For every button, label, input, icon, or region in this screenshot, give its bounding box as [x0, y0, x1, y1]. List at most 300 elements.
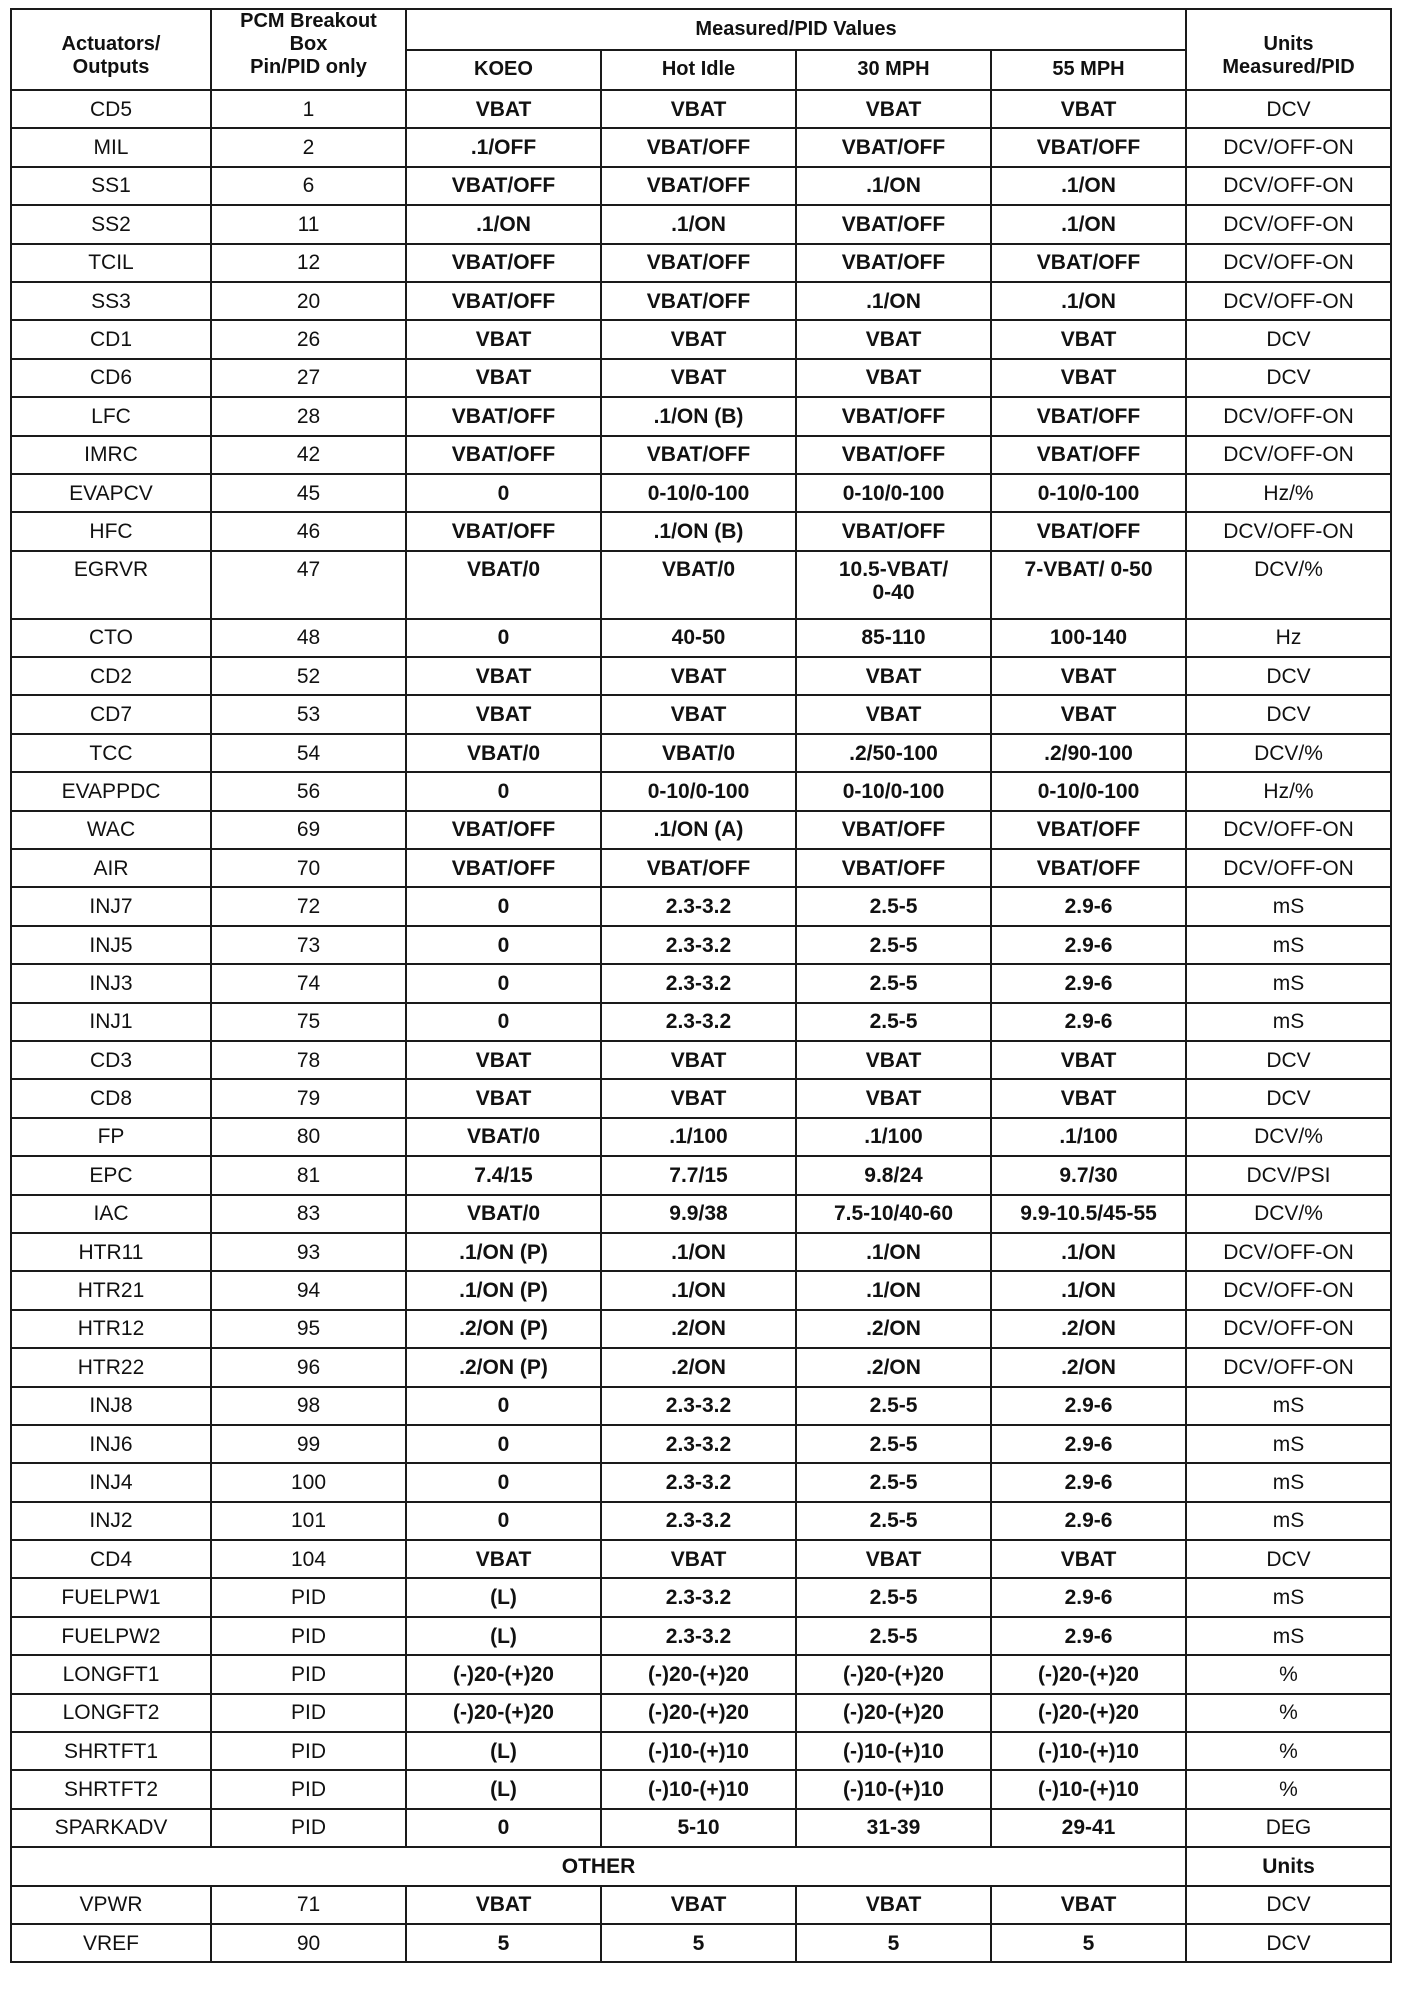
cell-koeo: 0: [406, 619, 601, 657]
cell-pin: 93: [211, 1233, 406, 1271]
cell-units: DCV: [1186, 1041, 1391, 1079]
table-row: [11, 926, 1391, 964]
cell-pin: 99: [211, 1425, 406, 1463]
cell-actuator: HTR12: [11, 1310, 211, 1348]
table-row: [11, 90, 1391, 128]
cell-pin: 47: [211, 551, 406, 619]
cell-pin: PID: [211, 1617, 406, 1655]
cell-hot-idle: 2.3-3.2: [601, 887, 796, 925]
cell-55mph: VBAT: [991, 1540, 1186, 1578]
cell-actuator: SHRTFT1: [11, 1732, 211, 1770]
cell-hot-idle: VBAT: [601, 359, 796, 397]
cell-koeo: .1/OFF: [406, 128, 601, 166]
table-row: [11, 1502, 1391, 1540]
cell-hot-idle: 0-10/0-100: [601, 772, 796, 810]
cell-koeo: 7.4/15: [406, 1156, 601, 1194]
cell-units: DCV: [1186, 1886, 1391, 1924]
table-row: [11, 1195, 1391, 1233]
table-row: [11, 657, 1391, 695]
cell-55mph: 2.9-6: [991, 964, 1186, 1002]
table-row: [11, 1271, 1391, 1309]
cell-55mph: 2.9-6: [991, 1425, 1186, 1463]
cell-55mph: (-)20-(+)20: [991, 1694, 1186, 1732]
cell-55mph: .2/ON: [991, 1348, 1186, 1386]
cell-actuator: SHRTFT2: [11, 1770, 211, 1808]
table-row: [11, 512, 1391, 550]
cell-30mph: .2/ON: [796, 1348, 991, 1386]
table-row: [11, 244, 1391, 282]
cell-hot-idle: 2.3-3.2: [601, 1617, 796, 1655]
cell-units: DCV/%: [1186, 1195, 1391, 1233]
cell-30mph: VBAT/OFF: [796, 397, 991, 435]
cell-units: mS: [1186, 1502, 1391, 1540]
table-row: [11, 397, 1391, 435]
cell-units: DEG: [1186, 1809, 1391, 1847]
cell-koeo: VBAT: [406, 320, 601, 358]
cell-55mph: 2.9-6: [991, 1387, 1186, 1425]
table-row: [11, 1348, 1391, 1386]
cell-pin: 45: [211, 474, 406, 512]
cell-koeo: VBAT/0: [406, 1195, 601, 1233]
cell-30mph: VBAT/OFF: [796, 205, 991, 243]
table-row: [11, 1118, 1391, 1156]
cell-units: %: [1186, 1655, 1391, 1693]
table-row: [11, 734, 1391, 772]
cell-koeo: VBAT/OFF: [406, 849, 601, 887]
header-measured-group: Measured/PID Values: [406, 9, 1186, 50]
cell-actuator: HTR11: [11, 1233, 211, 1271]
cell-actuator: CD6: [11, 359, 211, 397]
cell-actuator: EVAPPDC: [11, 772, 211, 810]
cell-koeo: .1/ON: [406, 205, 601, 243]
cell-30mph: 7.5-10/40-60: [796, 1195, 991, 1233]
cell-units: DCV: [1186, 1924, 1391, 1962]
cell-units: DCV: [1186, 695, 1391, 733]
cell-30mph: VBAT: [796, 1540, 991, 1578]
spec-table-page: [10, 8, 1392, 1963]
cell-55mph: VBAT: [991, 1886, 1186, 1924]
cell-pin: 28: [211, 397, 406, 435]
cell-55mph: 2.9-6: [991, 1578, 1186, 1616]
cell-hot-idle: VBAT: [601, 1540, 796, 1578]
cell-55mph: 2.9-6: [991, 1463, 1186, 1501]
cell-units: DCV/OFF-ON: [1186, 811, 1391, 849]
cell-units: DCV/OFF-ON: [1186, 244, 1391, 282]
cell-koeo: .1/ON (P): [406, 1271, 601, 1309]
cell-actuator: INJ2: [11, 1502, 211, 1540]
cell-30mph: (-)20-(+)20: [796, 1655, 991, 1693]
cell-units: mS: [1186, 1425, 1391, 1463]
cell-units: DCV: [1186, 359, 1391, 397]
cell-actuator: VREF: [11, 1924, 211, 1962]
cell-pin: 83: [211, 1195, 406, 1233]
table-row: [11, 1463, 1391, 1501]
cell-pin: 11: [211, 205, 406, 243]
cell-30mph: .1/ON: [796, 167, 991, 205]
cell-units: mS: [1186, 926, 1391, 964]
cell-hot-idle: .1/ON (A): [601, 811, 796, 849]
cell-units: Hz/%: [1186, 474, 1391, 512]
cell-55mph: 5: [991, 1924, 1186, 1962]
cell-koeo: .1/ON (P): [406, 1233, 601, 1271]
table-row: [11, 1770, 1391, 1808]
cell-actuator: CD5: [11, 90, 211, 128]
cell-koeo: VBAT/0: [406, 1118, 601, 1156]
cell-30mph: VBAT/OFF: [796, 811, 991, 849]
table-row: [11, 1617, 1391, 1655]
cell-hot-idle: VBAT/OFF: [601, 282, 796, 320]
cell-hot-idle: VBAT/OFF: [601, 849, 796, 887]
cell-30mph: 10.5-VBAT/ 0-40: [796, 551, 991, 619]
cell-actuator: INJ7: [11, 887, 211, 925]
cell-actuator: TCIL: [11, 244, 211, 282]
cell-hot-idle: VBAT: [601, 1886, 796, 1924]
cell-pin: PID: [211, 1694, 406, 1732]
cell-pin: 71: [211, 1886, 406, 1924]
cell-koeo: (L): [406, 1578, 601, 1616]
cell-55mph: VBAT/OFF: [991, 397, 1186, 435]
cell-pin: 69: [211, 811, 406, 849]
cell-hot-idle: (-)20-(+)20: [601, 1694, 796, 1732]
table-row: [11, 436, 1391, 474]
table-row: [11, 1732, 1391, 1770]
cell-30mph: VBAT/OFF: [796, 849, 991, 887]
cell-30mph: VBAT/OFF: [796, 436, 991, 474]
cell-units: mS: [1186, 964, 1391, 1002]
cell-pin: 101: [211, 1502, 406, 1540]
cell-actuator: SS2: [11, 205, 211, 243]
cell-hot-idle: 2.3-3.2: [601, 1425, 796, 1463]
table-row: [11, 887, 1391, 925]
cell-actuator: LONGFT1: [11, 1655, 211, 1693]
cell-55mph: 2.9-6: [991, 1617, 1186, 1655]
cell-pin: 26: [211, 320, 406, 358]
cell-actuator: LFC: [11, 397, 211, 435]
cell-55mph: 0-10/0-100: [991, 772, 1186, 810]
cell-30mph: 5: [796, 1924, 991, 1962]
cell-30mph: VBAT: [796, 1079, 991, 1117]
cell-actuator: FUELPW1: [11, 1578, 211, 1616]
cell-koeo: (L): [406, 1732, 601, 1770]
cell-hot-idle: (-)20-(+)20: [601, 1655, 796, 1693]
table-row: [11, 474, 1391, 512]
cell-55mph: 0-10/0-100: [991, 474, 1186, 512]
cell-koeo: 0: [406, 964, 601, 1002]
table-row: [11, 167, 1391, 205]
cell-hot-idle: 0-10/0-100: [601, 474, 796, 512]
cell-actuator: INJ6: [11, 1425, 211, 1463]
cell-units: mS: [1186, 1003, 1391, 1041]
cell-pin: 75: [211, 1003, 406, 1041]
table-row: [11, 359, 1391, 397]
cell-55mph: VBAT/OFF: [991, 436, 1186, 474]
cell-pin: 104: [211, 1540, 406, 1578]
cell-pin: 81: [211, 1156, 406, 1194]
table-row: [11, 1156, 1391, 1194]
cell-hot-idle: 5: [601, 1924, 796, 1962]
cell-pin: PID: [211, 1578, 406, 1616]
cell-koeo: (L): [406, 1617, 601, 1655]
cell-pin: 90: [211, 1924, 406, 1962]
cell-30mph: 2.5-5: [796, 1425, 991, 1463]
cell-55mph: .1/ON: [991, 282, 1186, 320]
cell-pin: 53: [211, 695, 406, 733]
table-row: [11, 1886, 1391, 1924]
table-row: [11, 320, 1391, 358]
cell-koeo: VBAT: [406, 90, 601, 128]
cell-actuator: IAC: [11, 1195, 211, 1233]
cell-units: DCV: [1186, 657, 1391, 695]
cell-actuator: HTR21: [11, 1271, 211, 1309]
cell-55mph: (-)10-(+)10: [991, 1770, 1186, 1808]
table-row: [11, 1310, 1391, 1348]
cell-55mph: VBAT: [991, 320, 1186, 358]
cell-30mph: 0-10/0-100: [796, 772, 991, 810]
cell-hot-idle: 40-50: [601, 619, 796, 657]
pcm-values-table: [10, 8, 1392, 1963]
table-row: [11, 964, 1391, 1002]
cell-units: DCV/OFF-ON: [1186, 397, 1391, 435]
cell-pin: PID: [211, 1732, 406, 1770]
cell-units: DCV/OFF-ON: [1186, 436, 1391, 474]
cell-koeo: VBAT/OFF: [406, 811, 601, 849]
header-hot-idle: Hot Idle: [601, 50, 796, 91]
cell-pin: 1: [211, 90, 406, 128]
cell-pin: 56: [211, 772, 406, 810]
cell-koeo: VBAT/0: [406, 734, 601, 772]
cell-hot-idle: 9.9/38: [601, 1195, 796, 1233]
cell-55mph: VBAT: [991, 657, 1186, 695]
section-label-other: OTHER: [11, 1847, 1186, 1885]
cell-units: DCV/OFF-ON: [1186, 1233, 1391, 1271]
table-row: [11, 1041, 1391, 1079]
cell-pin: 27: [211, 359, 406, 397]
cell-pin: 74: [211, 964, 406, 1002]
cell-hot-idle: 5-10: [601, 1809, 796, 1847]
cell-actuator: IMRC: [11, 436, 211, 474]
cell-hot-idle: .1/ON (B): [601, 397, 796, 435]
cell-units: DCV/%: [1186, 734, 1391, 772]
cell-hot-idle: VBAT/OFF: [601, 167, 796, 205]
cell-units: DCV/OFF-ON: [1186, 1310, 1391, 1348]
cell-55mph: VBAT: [991, 1041, 1186, 1079]
cell-units: DCV/OFF-ON: [1186, 128, 1391, 166]
cell-hot-idle: (-)10-(+)10: [601, 1732, 796, 1770]
cell-units: DCV: [1186, 1079, 1391, 1117]
cell-55mph: VBAT/OFF: [991, 244, 1186, 282]
table-row: [11, 849, 1391, 887]
cell-hot-idle: 2.3-3.2: [601, 1003, 796, 1041]
cell-55mph: VBAT/OFF: [991, 849, 1186, 887]
cell-koeo: (L): [406, 1770, 601, 1808]
cell-30mph: VBAT: [796, 90, 991, 128]
header-units: Units Measured/PID: [1186, 9, 1391, 90]
cell-55mph: VBAT/OFF: [991, 128, 1186, 166]
cell-pin: 100: [211, 1463, 406, 1501]
cell-units: mS: [1186, 887, 1391, 925]
cell-hot-idle: 7.7/15: [601, 1156, 796, 1194]
cell-pin: 42: [211, 436, 406, 474]
cell-30mph: VBAT: [796, 657, 991, 695]
cell-pin: PID: [211, 1770, 406, 1808]
cell-units: DCV/OFF-ON: [1186, 167, 1391, 205]
cell-hot-idle: 2.3-3.2: [601, 964, 796, 1002]
cell-actuator: MIL: [11, 128, 211, 166]
cell-units: DCV: [1186, 320, 1391, 358]
cell-koeo: VBAT/OFF: [406, 282, 601, 320]
cell-koeo: 0: [406, 474, 601, 512]
cell-units: mS: [1186, 1463, 1391, 1501]
cell-koeo: 0: [406, 926, 601, 964]
cell-hot-idle: .1/100: [601, 1118, 796, 1156]
cell-units: DCV: [1186, 1540, 1391, 1578]
cell-30mph: VBAT: [796, 695, 991, 733]
cell-pin: 98: [211, 1387, 406, 1425]
header-koeo: KOEO: [406, 50, 601, 91]
cell-55mph: 2.9-6: [991, 1502, 1186, 1540]
table-row: [11, 1655, 1391, 1693]
cell-koeo: VBAT/0: [406, 551, 601, 619]
table-row: [11, 619, 1391, 657]
cell-30mph: (-)10-(+)10: [796, 1770, 991, 1808]
cell-30mph: 2.5-5: [796, 964, 991, 1002]
table-row: [11, 551, 1391, 619]
table-row: [11, 282, 1391, 320]
cell-actuator: CD2: [11, 657, 211, 695]
cell-hot-idle: VBAT/OFF: [601, 244, 796, 282]
cell-55mph: VBAT: [991, 695, 1186, 733]
cell-hot-idle: VBAT/OFF: [601, 436, 796, 474]
cell-55mph: 2.9-6: [991, 887, 1186, 925]
cell-30mph: 2.5-5: [796, 1578, 991, 1616]
cell-30mph: .1/ON: [796, 282, 991, 320]
cell-koeo: VBAT: [406, 1079, 601, 1117]
cell-30mph: 2.5-5: [796, 1463, 991, 1501]
cell-units: Hz: [1186, 619, 1391, 657]
cell-actuator: EPC: [11, 1156, 211, 1194]
cell-hot-idle: VBAT: [601, 1079, 796, 1117]
cell-koeo: VBAT/OFF: [406, 436, 601, 474]
cell-koeo: VBAT/OFF: [406, 167, 601, 205]
cell-pin: PID: [211, 1655, 406, 1693]
cell-actuator: SS1: [11, 167, 211, 205]
cell-koeo: 0: [406, 887, 601, 925]
cell-30mph: 31-39: [796, 1809, 991, 1847]
cell-koeo: 0: [406, 1003, 601, 1041]
cell-30mph: VBAT/OFF: [796, 128, 991, 166]
cell-actuator: CD8: [11, 1079, 211, 1117]
cell-hot-idle: (-)10-(+)10: [601, 1770, 796, 1808]
cell-pin: 94: [211, 1271, 406, 1309]
table-row: [11, 1540, 1391, 1578]
cell-55mph: 9.7/30: [991, 1156, 1186, 1194]
cell-units: mS: [1186, 1387, 1391, 1425]
cell-30mph: 2.5-5: [796, 1502, 991, 1540]
cell-55mph: 2.9-6: [991, 926, 1186, 964]
cell-hot-idle: 2.3-3.2: [601, 926, 796, 964]
cell-koeo: 0: [406, 772, 601, 810]
cell-hot-idle: .1/ON (B): [601, 512, 796, 550]
cell-55mph: (-)20-(+)20: [991, 1655, 1186, 1693]
cell-actuator: CD7: [11, 695, 211, 733]
cell-pin: 95: [211, 1310, 406, 1348]
cell-actuator: INJ3: [11, 964, 211, 1002]
cell-koeo: 5: [406, 1924, 601, 1962]
cell-30mph: VBAT: [796, 1886, 991, 1924]
cell-actuator: EGRVR: [11, 551, 211, 619]
cell-30mph: VBAT/OFF: [796, 512, 991, 550]
cell-55mph: .1/ON: [991, 167, 1186, 205]
cell-55mph: .1/100: [991, 1118, 1186, 1156]
cell-actuator: HTR22: [11, 1348, 211, 1386]
cell-koeo: VBAT: [406, 359, 601, 397]
header-30mph: 30 MPH: [796, 50, 991, 91]
cell-55mph: .2/90-100: [991, 734, 1186, 772]
table-row: [11, 1924, 1391, 1962]
cell-actuator: AIR: [11, 849, 211, 887]
cell-pin: 78: [211, 1041, 406, 1079]
cell-55mph: .1/ON: [991, 1233, 1186, 1271]
cell-units: DCV/OFF-ON: [1186, 849, 1391, 887]
cell-koeo: VBAT: [406, 695, 601, 733]
cell-koeo: (-)20-(+)20: [406, 1655, 601, 1693]
cell-units: %: [1186, 1694, 1391, 1732]
table-row: [11, 1233, 1391, 1271]
cell-hot-idle: VBAT: [601, 657, 796, 695]
cell-55mph: VBAT/OFF: [991, 512, 1186, 550]
cell-55mph: VBAT: [991, 359, 1186, 397]
cell-30mph: VBAT/OFF: [796, 244, 991, 282]
cell-koeo: .2/ON (P): [406, 1310, 601, 1348]
cell-actuator: SPARKADV: [11, 1809, 211, 1847]
cell-units: Hz/%: [1186, 772, 1391, 810]
cell-30mph: 2.5-5: [796, 1003, 991, 1041]
cell-hot-idle: VBAT/0: [601, 551, 796, 619]
header-55mph: 55 MPH: [991, 50, 1186, 91]
cell-koeo: VBAT: [406, 1041, 601, 1079]
cell-koeo: VBAT/OFF: [406, 512, 601, 550]
cell-55mph: 100-140: [991, 619, 1186, 657]
cell-hot-idle: VBAT/OFF: [601, 128, 796, 166]
section-units-label: Units: [1186, 1847, 1391, 1885]
section-header-other: [11, 1847, 1391, 1885]
cell-units: DCV/OFF-ON: [1186, 205, 1391, 243]
cell-30mph: 2.5-5: [796, 1617, 991, 1655]
cell-30mph: 2.5-5: [796, 887, 991, 925]
cell-units: DCV/OFF-ON: [1186, 1271, 1391, 1309]
cell-hot-idle: .2/ON: [601, 1348, 796, 1386]
cell-pin: 73: [211, 926, 406, 964]
cell-koeo: VBAT: [406, 1540, 601, 1578]
cell-30mph: .2/ON: [796, 1310, 991, 1348]
cell-30mph: 85-110: [796, 619, 991, 657]
cell-pin: 6: [211, 167, 406, 205]
cell-hot-idle: .2/ON: [601, 1310, 796, 1348]
table-row: [11, 128, 1391, 166]
cell-units: DCV/OFF-ON: [1186, 282, 1391, 320]
cell-hot-idle: 2.3-3.2: [601, 1463, 796, 1501]
cell-koeo: VBAT/OFF: [406, 244, 601, 282]
cell-koeo: 0: [406, 1463, 601, 1501]
table-row: [11, 205, 1391, 243]
cell-30mph: VBAT: [796, 320, 991, 358]
cell-actuator: INJ4: [11, 1463, 211, 1501]
header-pin: PCM Breakout Box Pin/PID only: [211, 9, 406, 90]
cell-pin: 72: [211, 887, 406, 925]
cell-actuator: FUELPW2: [11, 1617, 211, 1655]
table-row: [11, 1694, 1391, 1732]
cell-pin: 48: [211, 619, 406, 657]
